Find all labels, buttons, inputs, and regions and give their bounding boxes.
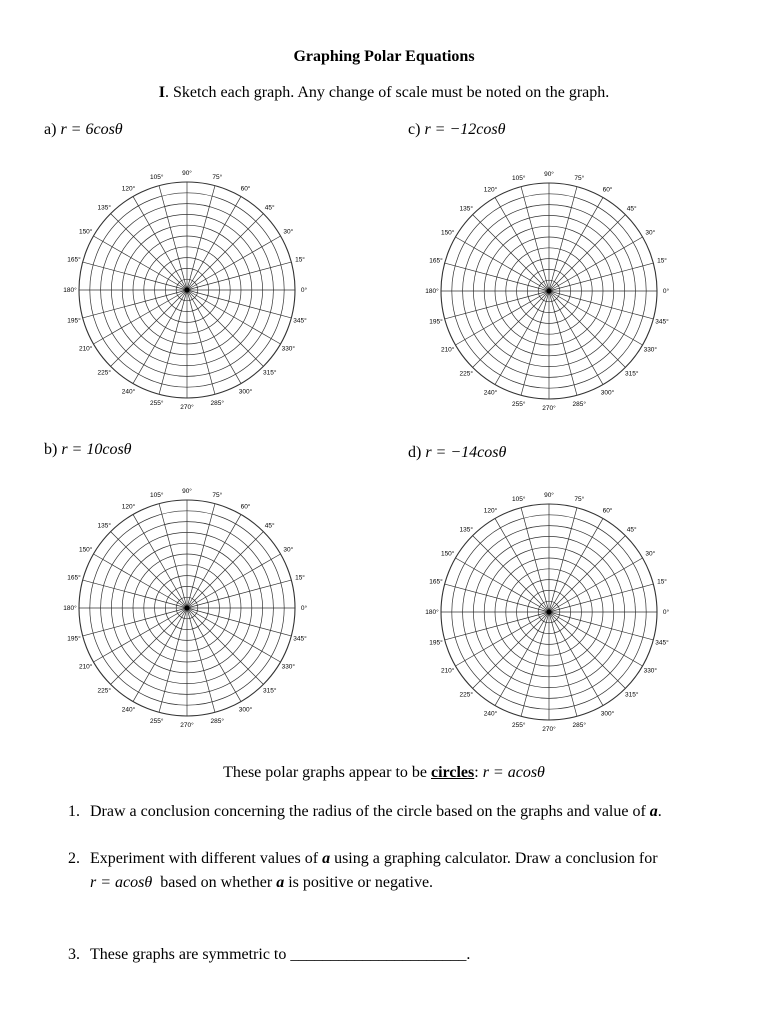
angle-label: 195° xyxy=(429,318,443,326)
grid-spoke xyxy=(93,608,187,662)
grid-spoke xyxy=(187,608,281,662)
angle-label: 60° xyxy=(602,507,613,515)
angle-label: 255° xyxy=(149,718,164,726)
polar-grid-b[interactable] xyxy=(52,473,322,743)
grid-spoke xyxy=(187,290,241,384)
angle-label: 165° xyxy=(67,574,81,582)
angle-label: 15° xyxy=(657,257,667,265)
angle-label: 105° xyxy=(149,173,164,181)
summary-circles: circles xyxy=(431,764,475,781)
angle-label: 225° xyxy=(459,691,473,699)
summary-colon: : xyxy=(474,764,483,781)
angle-label: 330° xyxy=(643,667,658,675)
grid-spoke xyxy=(521,291,549,395)
grid-spoke xyxy=(187,262,291,290)
angle-label: 30° xyxy=(645,550,656,558)
grid-spoke xyxy=(187,504,215,608)
angle-label: 150° xyxy=(440,229,455,237)
angle-label: 90° xyxy=(544,492,554,499)
angle-label: 15° xyxy=(657,578,667,586)
grid-spoke xyxy=(83,580,187,608)
grid-spoke xyxy=(521,612,549,716)
graph-b-letter: b) xyxy=(44,441,58,458)
question-3-number: 3. xyxy=(68,946,80,963)
angle-label: 330° xyxy=(643,346,658,354)
grid-spoke xyxy=(549,291,653,319)
angle-label: 75° xyxy=(212,491,223,499)
angle-label: 165° xyxy=(429,578,443,586)
grid-spoke xyxy=(455,558,549,612)
graph-a-label xyxy=(44,121,123,139)
grid-spoke xyxy=(187,554,281,608)
grid-spoke xyxy=(455,237,549,291)
angle-label: 300° xyxy=(238,388,253,396)
pole-point xyxy=(547,289,552,294)
polar-grid-c[interactable] xyxy=(414,156,684,426)
grid-spoke xyxy=(187,514,241,608)
angle-label: 240° xyxy=(483,389,498,397)
instructions xyxy=(0,84,768,102)
angle-label: 285° xyxy=(572,401,587,409)
angle-label: 150° xyxy=(78,546,93,554)
angle-label: 45° xyxy=(626,205,637,213)
angle-label: 210° xyxy=(78,663,93,671)
grid-spoke xyxy=(93,554,187,608)
grid-spoke xyxy=(549,263,653,291)
graph-d-letter: d) xyxy=(408,444,422,461)
question-1 xyxy=(68,800,662,824)
polar-grid-a[interactable] xyxy=(52,155,322,425)
question-1-text: Draw a conclusion concerning the radius of the circle based on the graphs and value of xyxy=(90,803,650,820)
angle-label: 315° xyxy=(625,370,639,378)
graph-a-letter: a) xyxy=(44,121,57,138)
angle-label: 300° xyxy=(600,710,615,718)
question-2-equation: r = acosθ xyxy=(90,874,153,891)
question-2-line2-end: is positive or negative. xyxy=(284,874,434,891)
question-2-text: Experiment with different values of xyxy=(90,850,323,867)
angle-label: 300° xyxy=(238,706,253,714)
grid-spoke xyxy=(187,290,215,394)
grid-spoke xyxy=(455,291,549,345)
angle-label: 120° xyxy=(121,185,136,193)
angle-label: 180° xyxy=(63,287,77,294)
question-1-end: . xyxy=(657,803,662,820)
angle-label: 90° xyxy=(182,488,192,495)
grid-spoke xyxy=(187,608,291,636)
question-3 xyxy=(68,943,470,967)
grid-spoke xyxy=(187,608,241,702)
grid-spoke xyxy=(445,291,549,319)
grid-spoke xyxy=(549,291,577,395)
angle-label: 345° xyxy=(293,635,307,643)
angle-label: 75° xyxy=(574,174,585,182)
grid-spoke xyxy=(187,608,215,712)
grid-spoke xyxy=(549,558,643,612)
angle-label: 315° xyxy=(263,369,277,377)
angle-label: 240° xyxy=(121,388,136,396)
angle-label: 345° xyxy=(655,318,669,326)
graph-a-equation: r = 6cosθ xyxy=(60,121,123,138)
angle-label: 330° xyxy=(281,345,296,353)
angle-label: 210° xyxy=(78,345,93,353)
angle-label: 165° xyxy=(67,256,81,264)
angle-label: 90° xyxy=(182,170,192,177)
question-2-var: a xyxy=(322,850,331,867)
grid-spoke xyxy=(521,508,549,612)
angle-label: 330° xyxy=(281,663,296,671)
angle-label: 30° xyxy=(283,546,294,554)
angle-label: 255° xyxy=(149,400,164,408)
angle-label: 135° xyxy=(97,204,111,212)
grid-spoke xyxy=(83,608,187,636)
angle-label: 180° xyxy=(425,609,439,616)
angle-label: 45° xyxy=(626,526,637,534)
question-2-var2: a xyxy=(276,874,285,891)
grid-spoke xyxy=(549,518,603,612)
graph-c-equation: r = −12cosθ xyxy=(424,121,506,138)
question-3-end: . xyxy=(466,946,471,963)
angle-label: 135° xyxy=(459,526,473,534)
angle-label: 0° xyxy=(662,609,670,616)
grid-spoke xyxy=(187,290,281,344)
angle-label: 180° xyxy=(63,605,77,612)
grid-spoke xyxy=(445,263,549,291)
grid-spoke xyxy=(549,612,643,666)
angle-label: 120° xyxy=(483,507,498,515)
summary-line xyxy=(0,764,768,782)
polar-grid-d[interactable] xyxy=(414,477,684,747)
angle-label: 315° xyxy=(263,687,277,695)
angle-label: 255° xyxy=(511,401,526,409)
grid-spoke xyxy=(549,291,643,345)
angle-label: 225° xyxy=(459,370,473,378)
grid-spoke xyxy=(133,196,187,290)
question-2-number: 2. xyxy=(68,850,80,867)
question-2 xyxy=(68,847,658,895)
angle-label: 225° xyxy=(97,687,111,695)
grid-spoke xyxy=(445,612,549,640)
graph-b-equation: r = 10cosθ xyxy=(61,441,132,458)
angle-label: 15° xyxy=(295,256,305,264)
graph-c-label xyxy=(408,121,505,139)
question-2-text-b: using a graphing calculator. Draw a conclusion for xyxy=(330,850,658,867)
grid-spoke xyxy=(133,608,187,702)
angle-label: 0° xyxy=(300,287,308,294)
angle-label: 195° xyxy=(67,635,81,643)
grid-spoke xyxy=(187,196,241,290)
angle-label: 315° xyxy=(625,691,639,699)
graph-d-equation: r = −14cosθ xyxy=(425,444,507,461)
grid-spoke xyxy=(93,290,187,344)
grid-spoke xyxy=(159,290,187,394)
grid-spoke xyxy=(187,580,291,608)
grid-spoke xyxy=(549,237,643,291)
pole-point xyxy=(185,606,190,611)
grid-spoke xyxy=(549,584,653,612)
angle-label: 60° xyxy=(240,185,251,193)
grid-spoke xyxy=(133,514,187,608)
grid-spoke xyxy=(187,290,291,318)
grid-spoke xyxy=(549,612,653,640)
angle-label: 135° xyxy=(97,522,111,530)
angle-label: 285° xyxy=(210,718,225,726)
grid-spoke xyxy=(159,186,187,290)
angle-label: 120° xyxy=(121,503,136,511)
grid-spoke xyxy=(455,612,549,666)
grid-spoke xyxy=(83,262,187,290)
grid-spoke xyxy=(159,504,187,608)
grid-spoke xyxy=(133,290,187,384)
angle-label: 75° xyxy=(212,173,223,181)
angle-label: 270° xyxy=(180,404,194,411)
grid-spoke xyxy=(187,236,281,290)
angle-label: 90° xyxy=(544,171,554,178)
answer-blank[interactable]: ______________________ xyxy=(290,946,467,963)
graph-c-letter: c) xyxy=(408,121,421,138)
angle-label: 285° xyxy=(210,400,225,408)
angle-label: 135° xyxy=(459,205,473,213)
pole-point xyxy=(547,610,552,615)
angle-label: 60° xyxy=(602,186,613,194)
angle-label: 30° xyxy=(645,229,656,237)
angle-label: 345° xyxy=(655,639,669,647)
grid-spoke xyxy=(549,197,603,291)
summary-equation: r = acosθ xyxy=(482,764,545,781)
angle-label: 270° xyxy=(180,722,194,729)
instructions-text: . Sketch each graph. Any change of scale must be noted on the graph. xyxy=(164,84,610,101)
page-title: Graphing Polar Equations xyxy=(293,48,475,65)
grid-spoke xyxy=(83,290,187,318)
angle-label: 225° xyxy=(97,369,111,377)
grid-spoke xyxy=(187,186,215,290)
angle-label: 285° xyxy=(572,722,587,730)
angle-label: 0° xyxy=(662,288,670,295)
angle-label: 255° xyxy=(511,722,526,730)
graph-d-label xyxy=(408,444,506,462)
angle-label: 270° xyxy=(542,405,556,412)
angle-label: 195° xyxy=(67,317,81,325)
section-numeral: I xyxy=(158,84,165,101)
grid-spoke xyxy=(93,236,187,290)
grid-spoke xyxy=(549,612,603,706)
grid-spoke xyxy=(445,584,549,612)
grid-spoke xyxy=(549,612,577,716)
angle-label: 0° xyxy=(300,605,308,612)
grid-spoke xyxy=(495,291,549,385)
grid-spoke xyxy=(549,291,603,385)
grid-spoke xyxy=(495,612,549,706)
angle-label: 120° xyxy=(483,186,498,194)
angle-label: 240° xyxy=(483,710,498,718)
angle-label: 30° xyxy=(283,228,294,236)
question-2-line2: based on whether xyxy=(152,874,277,891)
grid-spoke xyxy=(521,187,549,291)
question-1-var: a xyxy=(649,803,658,820)
grid-spoke xyxy=(159,608,187,712)
grid-spoke xyxy=(549,508,577,612)
angle-label: 75° xyxy=(574,495,585,503)
summary-prefix: These polar graphs appear to be xyxy=(223,764,431,781)
angle-label: 150° xyxy=(440,550,455,558)
graph-b-label xyxy=(44,441,132,459)
angle-label: 150° xyxy=(78,228,93,236)
angle-label: 270° xyxy=(542,726,556,733)
angle-label: 105° xyxy=(511,495,526,503)
angle-label: 195° xyxy=(429,639,443,647)
angle-label: 60° xyxy=(240,503,251,511)
grid-spoke xyxy=(549,187,577,291)
angle-label: 240° xyxy=(121,706,136,714)
angle-label: 180° xyxy=(425,288,439,295)
grid-spoke xyxy=(495,518,549,612)
angle-label: 345° xyxy=(293,317,307,325)
question-1-number: 1. xyxy=(68,803,80,820)
angle-label: 210° xyxy=(440,346,455,354)
angle-label: 300° xyxy=(600,389,615,397)
angle-label: 45° xyxy=(264,204,275,212)
angle-label: 210° xyxy=(440,667,455,675)
question-3-text: These graphs are symmetric to xyxy=(90,946,291,963)
angle-label: 15° xyxy=(295,574,305,582)
angle-label: 165° xyxy=(429,257,443,265)
angle-label: 105° xyxy=(149,491,164,499)
angle-label: 105° xyxy=(511,174,526,182)
pole-point xyxy=(185,288,190,293)
angle-label: 45° xyxy=(264,522,275,530)
grid-spoke xyxy=(495,197,549,291)
